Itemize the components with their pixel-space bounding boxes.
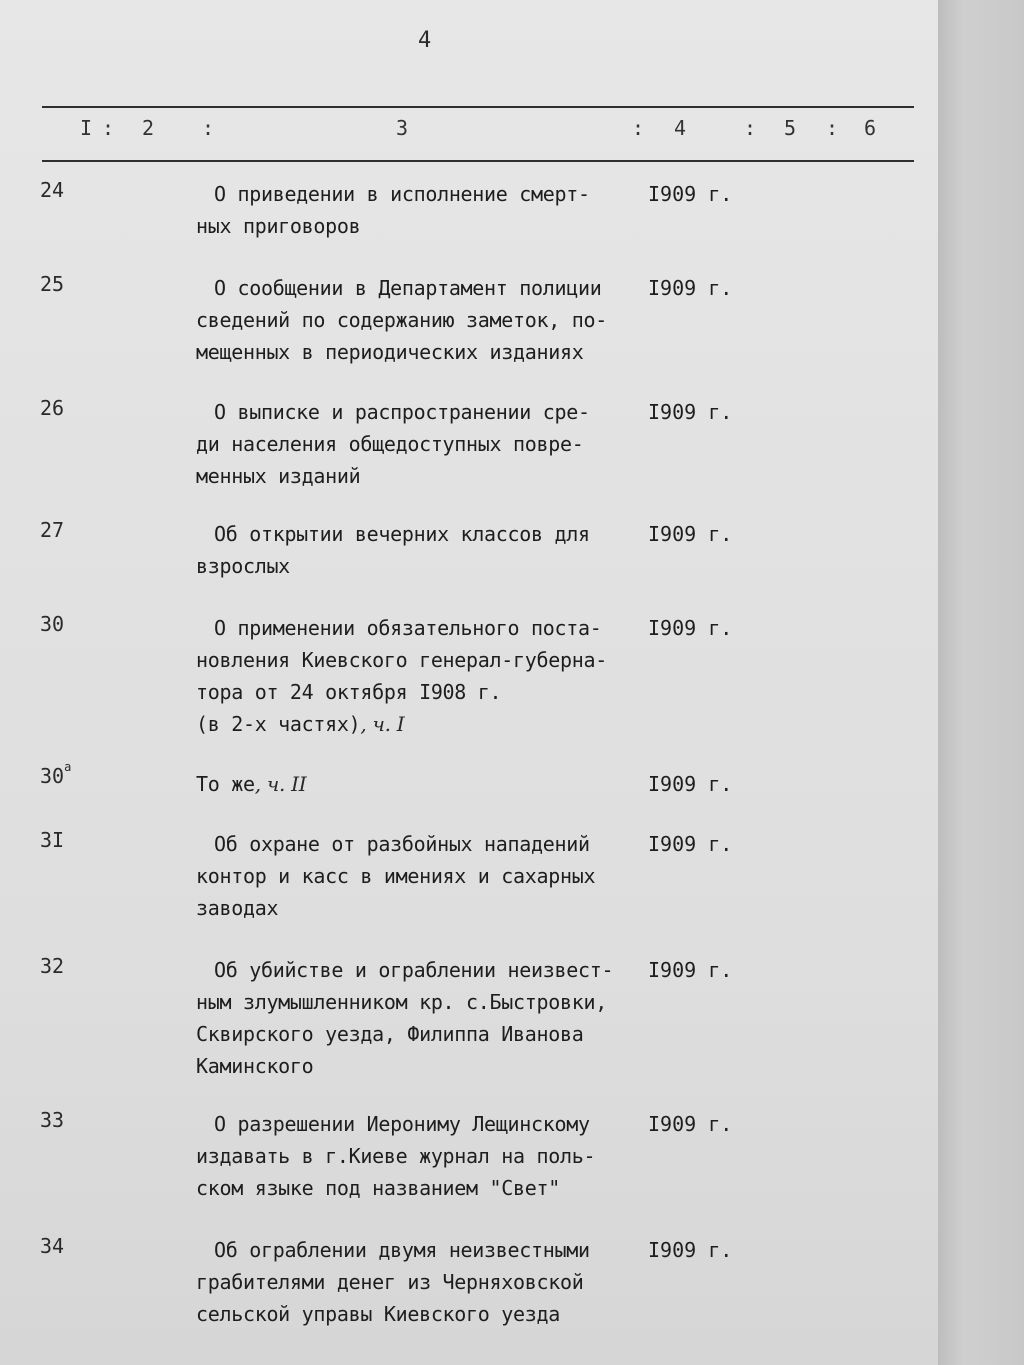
item-number-suffix: а xyxy=(64,760,72,774)
item-title-line xyxy=(196,768,656,800)
header-sep-2: : xyxy=(202,116,215,140)
header-col-4: 4 xyxy=(674,116,687,140)
header-col-6: 6 xyxy=(864,116,877,140)
item-number xyxy=(40,760,100,788)
item-title xyxy=(196,396,656,492)
header-col-2: 2 xyxy=(142,116,155,140)
header-sep-5: : xyxy=(826,116,839,140)
header-sep-4: : xyxy=(744,116,757,140)
item-title-line: О выписке и распространении сре- xyxy=(214,400,590,424)
item-year: I909 г. xyxy=(648,772,733,796)
item-title xyxy=(196,768,656,800)
item-title-line: О приведении в исполнение смерт- xyxy=(214,182,590,206)
item-number: 26 xyxy=(40,396,65,420)
item-title-line: издавать в г.Киеве журнал на поль- xyxy=(196,1144,596,1168)
item-number: 24 xyxy=(40,178,65,202)
item-title-text: То же xyxy=(196,772,255,796)
item-title-line: ском языке под названием "Свет" xyxy=(196,1176,560,1200)
header-sep-1: : xyxy=(102,116,115,140)
header-top-rule xyxy=(42,106,914,108)
item-number: 25 xyxy=(40,272,65,296)
handwritten-part-note: , ч. I xyxy=(360,712,405,736)
item-number: 32 xyxy=(40,954,65,978)
header-bottom-rule xyxy=(42,160,914,162)
item-title xyxy=(196,612,676,740)
item-title-line: контор и касс в имениях и сахарных xyxy=(196,864,596,888)
item-year: I909 г. xyxy=(648,832,733,856)
header-col-1: I xyxy=(80,116,93,140)
item-title-line: грабителями денег из Черняховской xyxy=(196,1270,584,1294)
item-number-main: 30 xyxy=(40,764,65,788)
item-title-line: сельской управы Киевского уезда xyxy=(196,1302,560,1326)
header-col-5: 5 xyxy=(784,116,797,140)
item-year: I909 г. xyxy=(648,400,733,424)
item-title-line: Сквирского уезда, Филиппа Иванова xyxy=(196,1022,584,1046)
item-title-line: ди населения общедоступных повре- xyxy=(196,432,584,456)
item-title xyxy=(196,272,656,368)
item-title-line: Каминского xyxy=(196,1054,314,1078)
item-year: I909 г. xyxy=(648,182,733,206)
item-title-line: О сообщении в Департамент полиции xyxy=(214,276,602,300)
header-sep-3: : xyxy=(632,116,645,140)
item-year: I909 г. xyxy=(648,1112,733,1136)
item-title-line: ным злумышленником кр. с.Быстровки, xyxy=(196,990,607,1014)
item-title-line: Об открытии вечерних классов для xyxy=(214,522,590,546)
next-page-edge xyxy=(938,0,1024,1365)
item-title-line xyxy=(196,708,676,740)
item-title-line: мещенных в периодических изданиях xyxy=(196,340,584,364)
item-title-line: ных приговоров xyxy=(196,214,361,238)
item-title-line: Об охране от разбойных нападений xyxy=(214,832,590,856)
item-number: 33 xyxy=(40,1108,65,1132)
item-year: I909 г. xyxy=(648,1238,733,1262)
item-title xyxy=(196,1234,676,1330)
item-title-line: тора от 24 октября I908 г. xyxy=(196,680,502,704)
item-title-line: взрослых xyxy=(196,554,290,578)
item-title-line: О применении обязательного поста- xyxy=(214,616,602,640)
item-number: 3I xyxy=(40,828,65,852)
item-year: I909 г. xyxy=(648,616,733,640)
page-number: 4 xyxy=(418,28,432,53)
item-title xyxy=(196,178,656,242)
item-title-line: Об ограблении двумя неизвестными xyxy=(214,1238,590,1262)
header-col-3: 3 xyxy=(396,116,409,140)
item-title-line: менных изданий xyxy=(196,464,361,488)
item-number: 34 xyxy=(40,1234,65,1258)
item-year: I909 г. xyxy=(648,958,733,982)
item-title-line: сведений по содержанию заметок, по- xyxy=(196,308,607,332)
item-number: 30 xyxy=(40,612,65,636)
item-title xyxy=(196,1108,676,1204)
item-title-line: новления Киевского генерал-губерна- xyxy=(196,648,607,672)
item-title xyxy=(196,828,676,924)
item-number: 27 xyxy=(40,518,65,542)
handwritten-part-note: , ч. II xyxy=(254,772,307,796)
item-title xyxy=(196,954,676,1082)
item-title xyxy=(196,518,656,582)
item-title-line: заводах xyxy=(196,896,279,920)
item-year: I909 г. xyxy=(648,522,733,546)
item-title-text: (в 2-х частях) xyxy=(196,712,361,736)
item-title-line: О разрешении Иерониму Лещинскому xyxy=(214,1112,590,1136)
item-title-line: Об убийстве и ограблении неизвест- xyxy=(214,958,614,982)
item-year: I909 г. xyxy=(648,276,733,300)
